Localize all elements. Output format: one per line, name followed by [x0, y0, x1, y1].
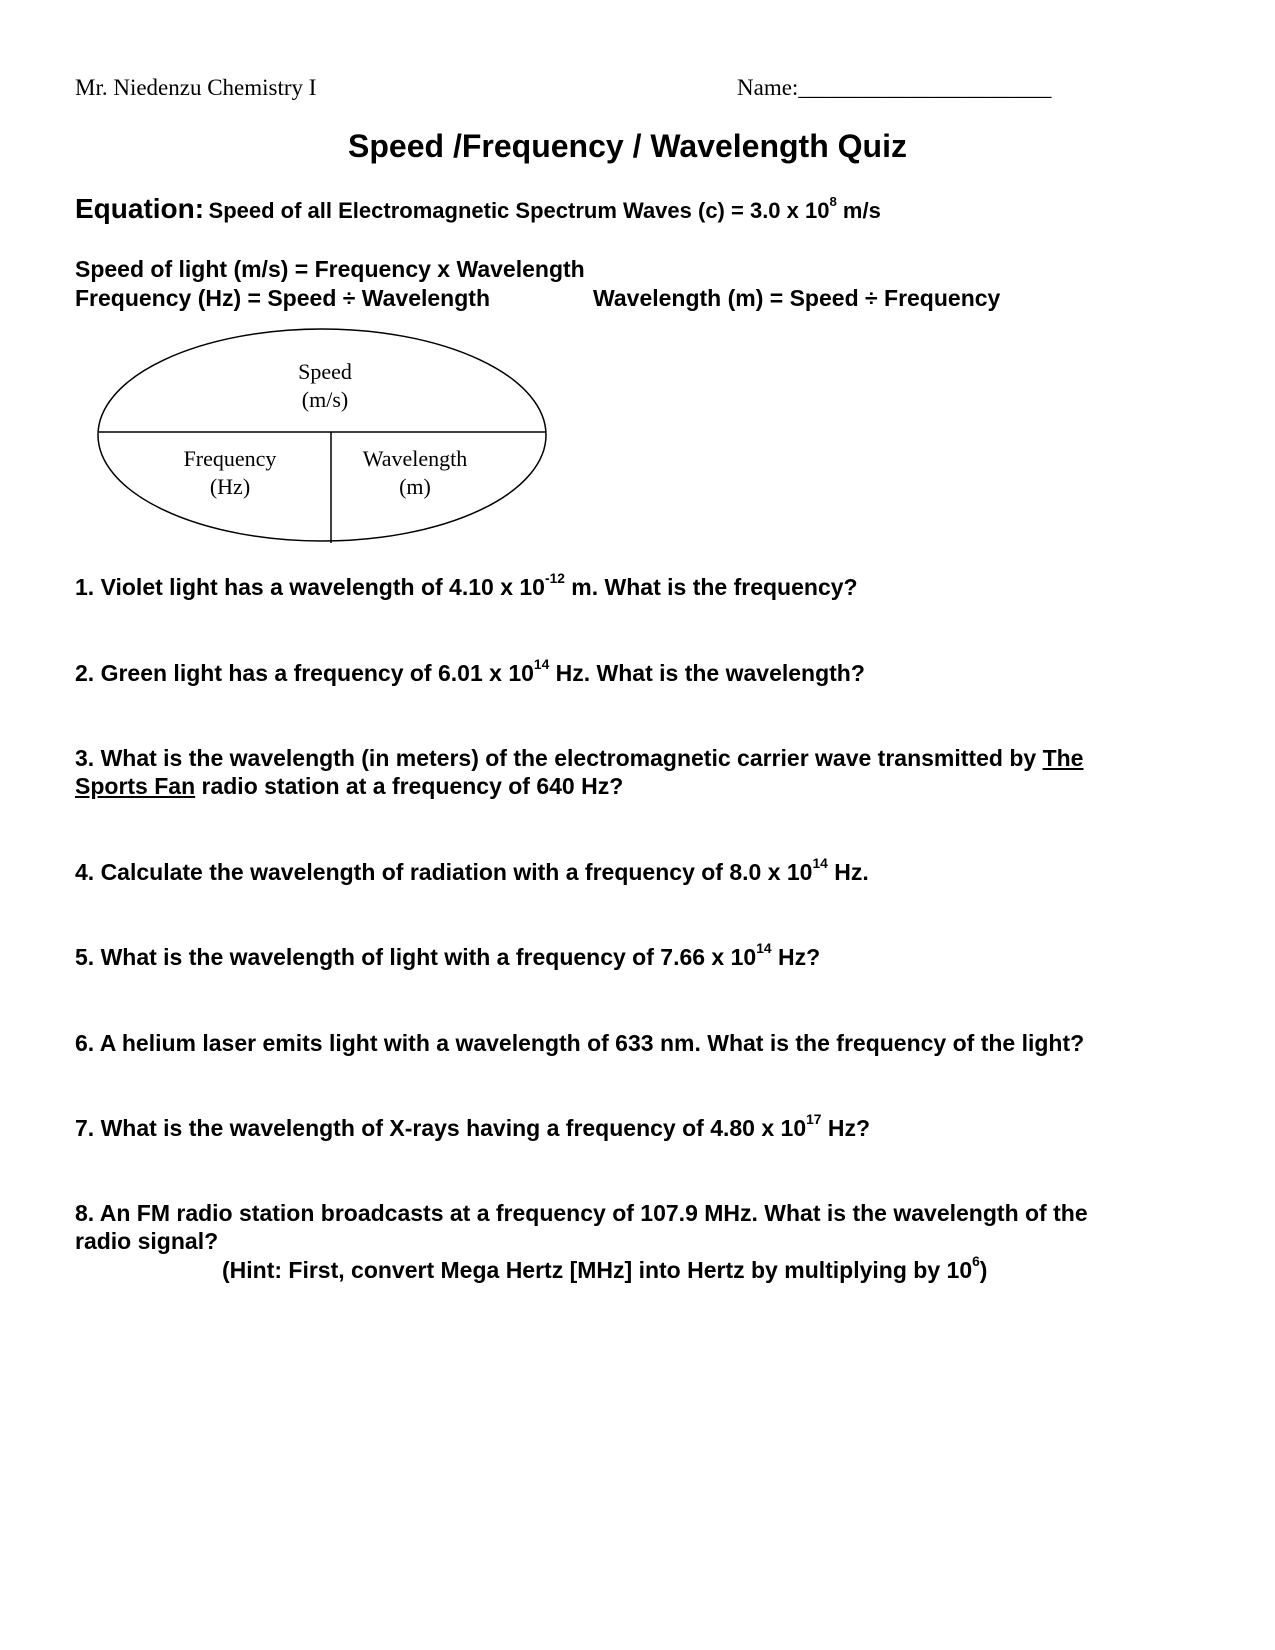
diagram-wavelength-label: Wavelength [362, 446, 468, 471]
question-5: 5. What is the wavelength of light with a frequency of 7.66 x $10^{14}$ Hz? [75, 940, 821, 970]
diagram-frequency-unit: (Hz) [209, 474, 251, 499]
formula-speed: Speed of light (m/s) = Frequency x Wavelength [75, 256, 585, 282]
question-8-line-2: radio signal? [75, 1228, 219, 1254]
station-name-part-2: Sports Fan [75, 773, 196, 799]
course-header: Mr. Niedenzu Chemistry I [75, 75, 317, 100]
equation-text: Speed of all Electromagnetic Spectrum Waves (c) = 3.0 x 10 [208, 198, 830, 223]
question-8-hint: (Hint: First, convert Mega Hertz [MHz] into Hertz by multiplying by $10^6$) [222, 1253, 988, 1283]
diagram-wavelength-unit: (m) [399, 474, 431, 499]
diagram-frequency-label: Frequency [183, 446, 277, 471]
name-field[interactable] [737, 75, 1051, 101]
equation-line [75, 193, 881, 225]
question-1: 1. Violet light has a wavelength of 4.10 x $10^{-12}$ m. What is the frequency? [75, 570, 858, 600]
equation-lead: Equation: [75, 193, 205, 224]
question-7: 7. What is the wavelength of X-rays having a frequency of 4.80 x $10^{17}$ Hz? [75, 1111, 871, 1141]
question-2: 2. Green light has a frequency of 6.01 x $10^{14}$ Hz. What is the wavelength? [75, 656, 865, 686]
question-4: 4. Calculate the wavelength of radiation with a frequency of 8.0 x $10^{14}$ Hz. [75, 855, 869, 885]
diagram-speed-unit: (m/s) [301, 387, 349, 412]
formula-wavelength: Wavelength (m) = Speed ÷ Frequency [593, 285, 1001, 311]
name-label: Name: [737, 75, 799, 100]
station-name-part-1: The [1042, 745, 1084, 771]
diagram-speed-label: Speed [298, 359, 352, 384]
question-3-line-2: Sports Fan radio station at a frequency of 640 Hz? [75, 773, 624, 799]
question-8-line-1: 8. An FM radio station broadcasts at a frequency of 107.9 MHz. What is the wavelength of the [75, 1200, 1088, 1226]
formula-frequency: Frequency (Hz) = Speed ÷ Wavelength [75, 285, 490, 311]
question-3-line-1: 3. What is the wavelength (in meters) of the electromagnetic carrier wave transmitted by The [75, 745, 1084, 771]
equation-unit: m/s [836, 198, 881, 223]
question-6: 6. A helium laser emits light with a wavelength of 633 nm. What is the frequency of the light? [75, 1030, 1085, 1056]
quiz-title: Speed /Frequency / Wavelength Quiz [348, 128, 907, 164]
equation-exponent: 8 [829, 194, 837, 210]
speed-frequency-wavelength-diagram [95, 325, 550, 545]
name-blank-line[interactable]: ______________________ [798, 75, 1052, 100]
